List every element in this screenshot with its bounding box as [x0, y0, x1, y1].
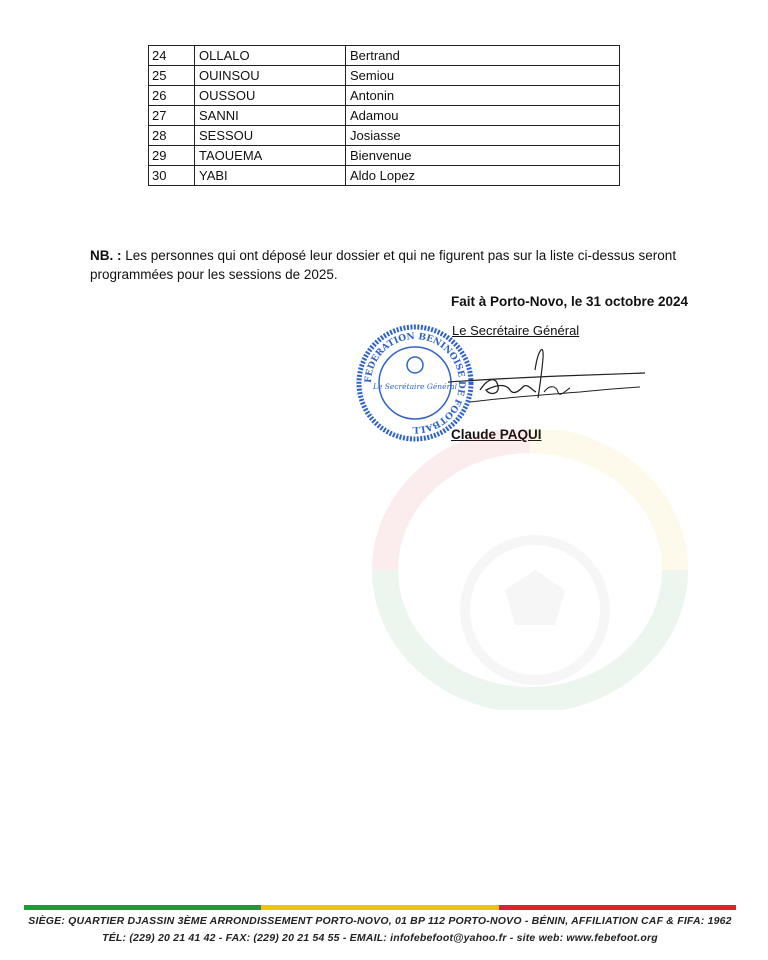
note-line-1: Les personnes qui ont déposé leur dossier et qui ne figurent pas sur la liste ci-dessus seront — [121, 248, 677, 263]
row-number: 27 — [149, 106, 195, 126]
note-label: NB. : — [90, 248, 122, 263]
first-name: Bienvenue — [346, 146, 620, 166]
footer-contact: TÉL: (229) 20 21 41 42 - FAX: (229) 20 21 54 55 - EMAIL: infofebefoot@yahoo.fr - site web: www.febefoot.org — [102, 932, 658, 944]
stripe-yellow — [261, 905, 498, 910]
first-name: Josiasse — [346, 126, 620, 146]
note-line-2: programmées pour les sessions de 2025. — [90, 267, 338, 282]
last-name: YABI — [195, 166, 346, 186]
last-name: SESSOU — [195, 126, 346, 146]
last-name: SANNI — [195, 106, 346, 126]
handwritten-signature — [440, 340, 650, 420]
first-name: Bertrand — [346, 46, 620, 66]
last-name: TAOUEMA — [195, 146, 346, 166]
table-row — [149, 166, 620, 186]
last-name: OUINSOU — [195, 66, 346, 86]
table-row — [149, 106, 620, 126]
first-name: Adamou — [346, 106, 620, 126]
last-name: OUSSOU — [195, 86, 346, 106]
table-row — [149, 46, 620, 66]
table-row — [149, 66, 620, 86]
table-row — [149, 86, 620, 106]
signatory-name: Claude PAQUI — [451, 427, 542, 442]
table-row — [149, 146, 620, 166]
row-number: 30 — [149, 166, 195, 186]
roster-table — [148, 45, 620, 186]
row-number: 26 — [149, 86, 195, 106]
row-number: 29 — [149, 146, 195, 166]
first-name: Antonin — [346, 86, 620, 106]
stamp-center-text: Le Secrétaire Général — [372, 382, 458, 391]
last-name: OLLALO — [195, 46, 346, 66]
row-number: 28 — [149, 126, 195, 146]
footer-address: SIÈGE: QUARTIER DJASSIN 3ÈME ARRONDISSEMENT PORTO-NOVO, 01 BP 112 PORTO-NOVO - BÉNIN, AFFILIATION CAF & FIFA: 1962 — [28, 915, 732, 927]
table-row — [149, 126, 620, 146]
stamp-ring-text: FEDERATION BENINOISE DE FOOTBALL — [363, 331, 467, 435]
stamp-ball-icon — [407, 357, 423, 373]
footer-color-stripes — [24, 905, 736, 910]
place-date: Fait à Porto-Novo, le 31 octobre 2024 — [451, 294, 689, 309]
fbf-watermark-logo — [365, 430, 695, 710]
signatory-role: Le Secrétaire Général — [452, 323, 580, 338]
first-name: Aldo Lopez — [346, 166, 620, 186]
row-number: 25 — [149, 66, 195, 86]
note-paragraph — [90, 246, 690, 284]
row-number: 24 — [149, 46, 195, 66]
stripe-red — [499, 905, 736, 910]
stripe-green — [24, 905, 261, 910]
first-name: Semiou — [346, 66, 620, 86]
roster-table-body — [149, 46, 620, 186]
